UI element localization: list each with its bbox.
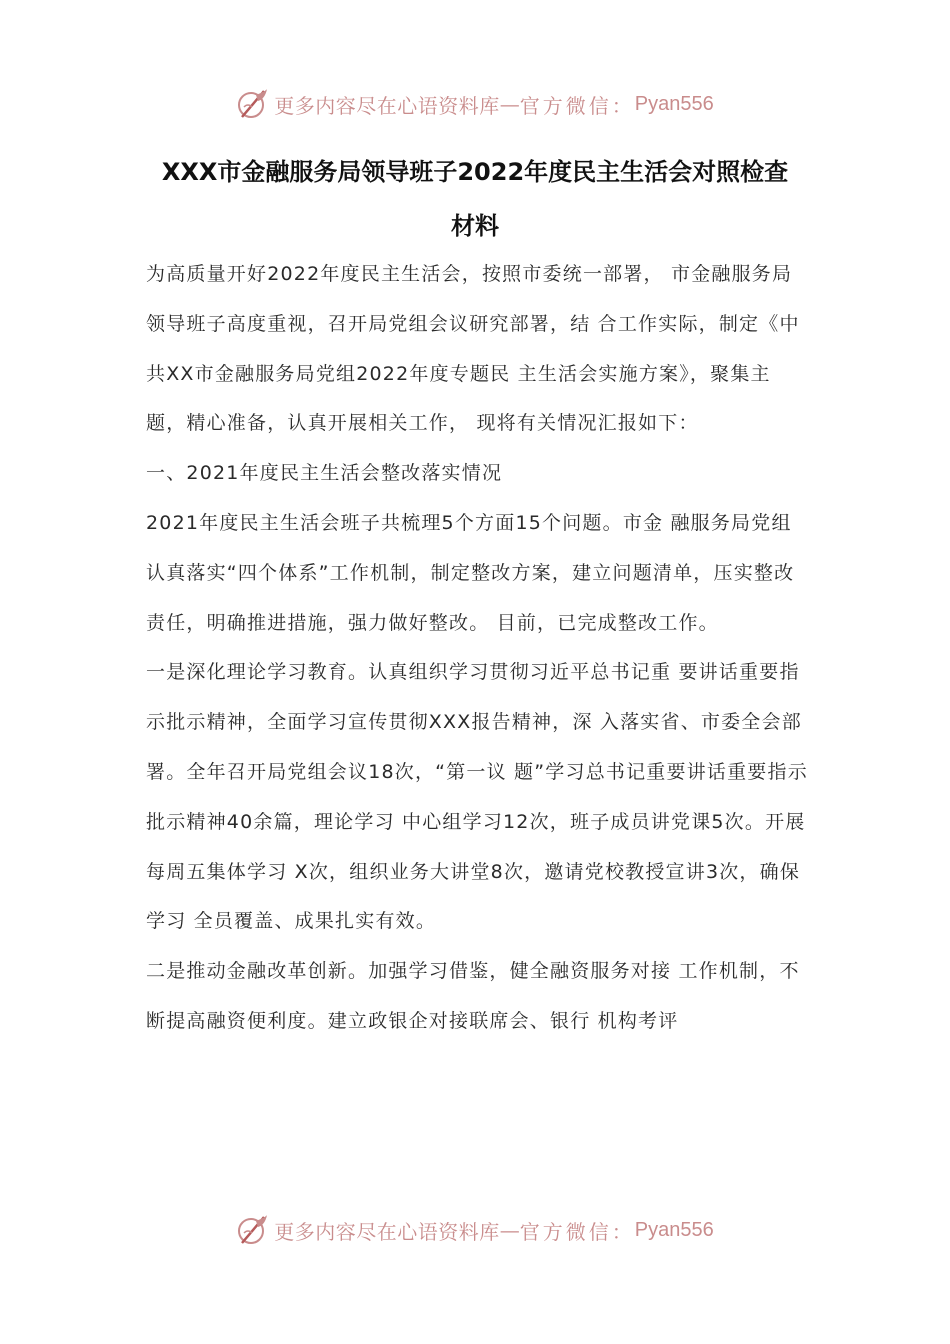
watermark-header bbox=[0, 84, 950, 124]
watermark-separator: — bbox=[499, 92, 520, 116]
watermark-separator: — bbox=[499, 1218, 520, 1242]
watermark-wechat-label: 官方微信： bbox=[519, 93, 635, 118]
document-body bbox=[146, 250, 810, 1047]
watermark-text: 更多内容尽在心语资料库 bbox=[274, 93, 500, 118]
watermark-footer bbox=[0, 1210, 950, 1250]
section-heading: 一、2021年度民主生活会整改落实情况 bbox=[146, 462, 503, 485]
document-title: XXX市金融服务局领导班子2022年度民主生活会对照检查 bbox=[161, 158, 789, 186]
document-title-continued: 材料 bbox=[451, 212, 499, 240]
watermark-wechat-id: Pyan556 bbox=[634, 92, 714, 115]
paragraph-finance-reform: 二是推动金融改革创新。加强学习借鉴，健全融资服务对接 工作机制，不断提高融资便利度。建立政银企对接联席会、银行 机构考评 bbox=[146, 960, 800, 1032]
watermark-wechat-label: 官方微信： bbox=[519, 1219, 635, 1244]
paragraph-theory-study: 一是深化理论学习教育。认真组织学习贯彻习近平总书记重 要讲话重要指示批示精神，全面学习宣传贯彻XXX报告精神，深 入落实省、市委全会部署。全年召开局党组会议18次，“第一议 题”学习总书记重要讲话重要指示批示精神40余篇，理论学习 中心组学习12次，班子成员讲党课5次。开展每周五集体学习 X次，组织业务大讲堂8次，邀请党校教授宣讲3次，确保学习 全员覆盖、成果扎实有效。 bbox=[146, 661, 808, 933]
quill-logo-icon bbox=[236, 87, 270, 121]
watermark-text: 更多内容尽在心语资料库 bbox=[274, 1219, 500, 1244]
paragraph-summary: 2021年度民主生活会班子共梳理5个方面15个问题。市金 融服务局党组认真落实“四个体系”工作机制，制定整改方案，建立问题清单，压实整改责任，明确推进措施，强力做好整改。 目前，已完成整改工作。 bbox=[146, 511, 795, 634]
quill-logo-icon bbox=[236, 1213, 270, 1247]
paragraph-intro: 为高质量开好2022年度民主生活会，按照市委统一部署， 市金融服务局领导班子高度重视，召开局党组会议研究部署，结 合工作实际，制定《中共XX市金融服务局党组2022年度专题民 主生活会实施方案》，聚集主题，精心准备，认真开展相关工作， 现将有关情况汇报如下： bbox=[146, 263, 800, 435]
watermark-wechat-id: Pyan556 bbox=[634, 1218, 714, 1241]
